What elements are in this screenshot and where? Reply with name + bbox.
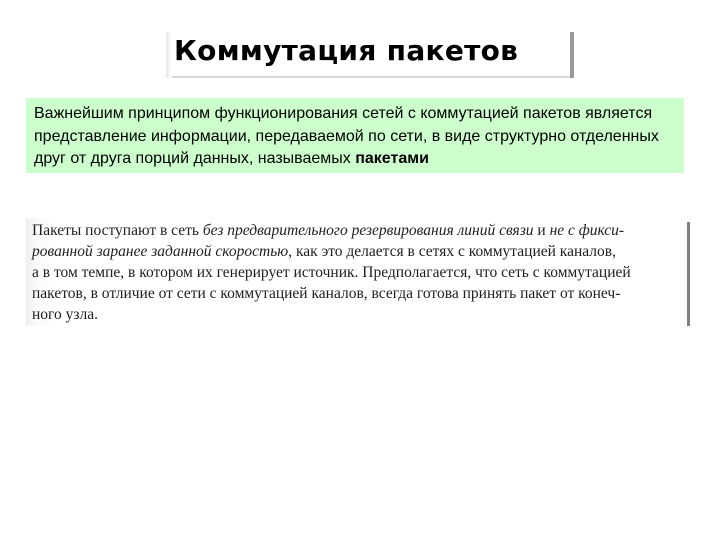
definition-term: пакетами: [355, 150, 429, 167]
book-excerpt-scan: [26, 218, 690, 326]
scan-edge: [570, 32, 574, 78]
scan-edge: [687, 222, 690, 326]
excerpt-line: а в том темпе, в котором их генерирует источник. Предполагается, что сеть с коммутацией: [32, 264, 631, 281]
excerpt-line: пакетов, в отличие от сети с коммутацией каналов, всегда готова принять пакет от конеч-: [32, 285, 621, 302]
definition-box: [26, 98, 684, 173]
excerpt-line: ного узла.: [32, 306, 99, 323]
slide-title: Коммутация пакетов: [174, 34, 519, 67]
title-image: [166, 32, 574, 78]
excerpt-line: Пакеты поступают в сеть без предварительного резервирования линий связи и не с фикси-: [32, 222, 624, 239]
excerpt-line: рованной заранее заданной скоростью, как это делается в сетях с коммутацией каналов,: [32, 243, 616, 260]
definition-text: Важнейшим принципом функционирования сетей с коммутацией пакетов является представление информации, передаваемой по сети, в виде структурно отделенных друг от друга порций данных, называемых: [34, 105, 659, 167]
